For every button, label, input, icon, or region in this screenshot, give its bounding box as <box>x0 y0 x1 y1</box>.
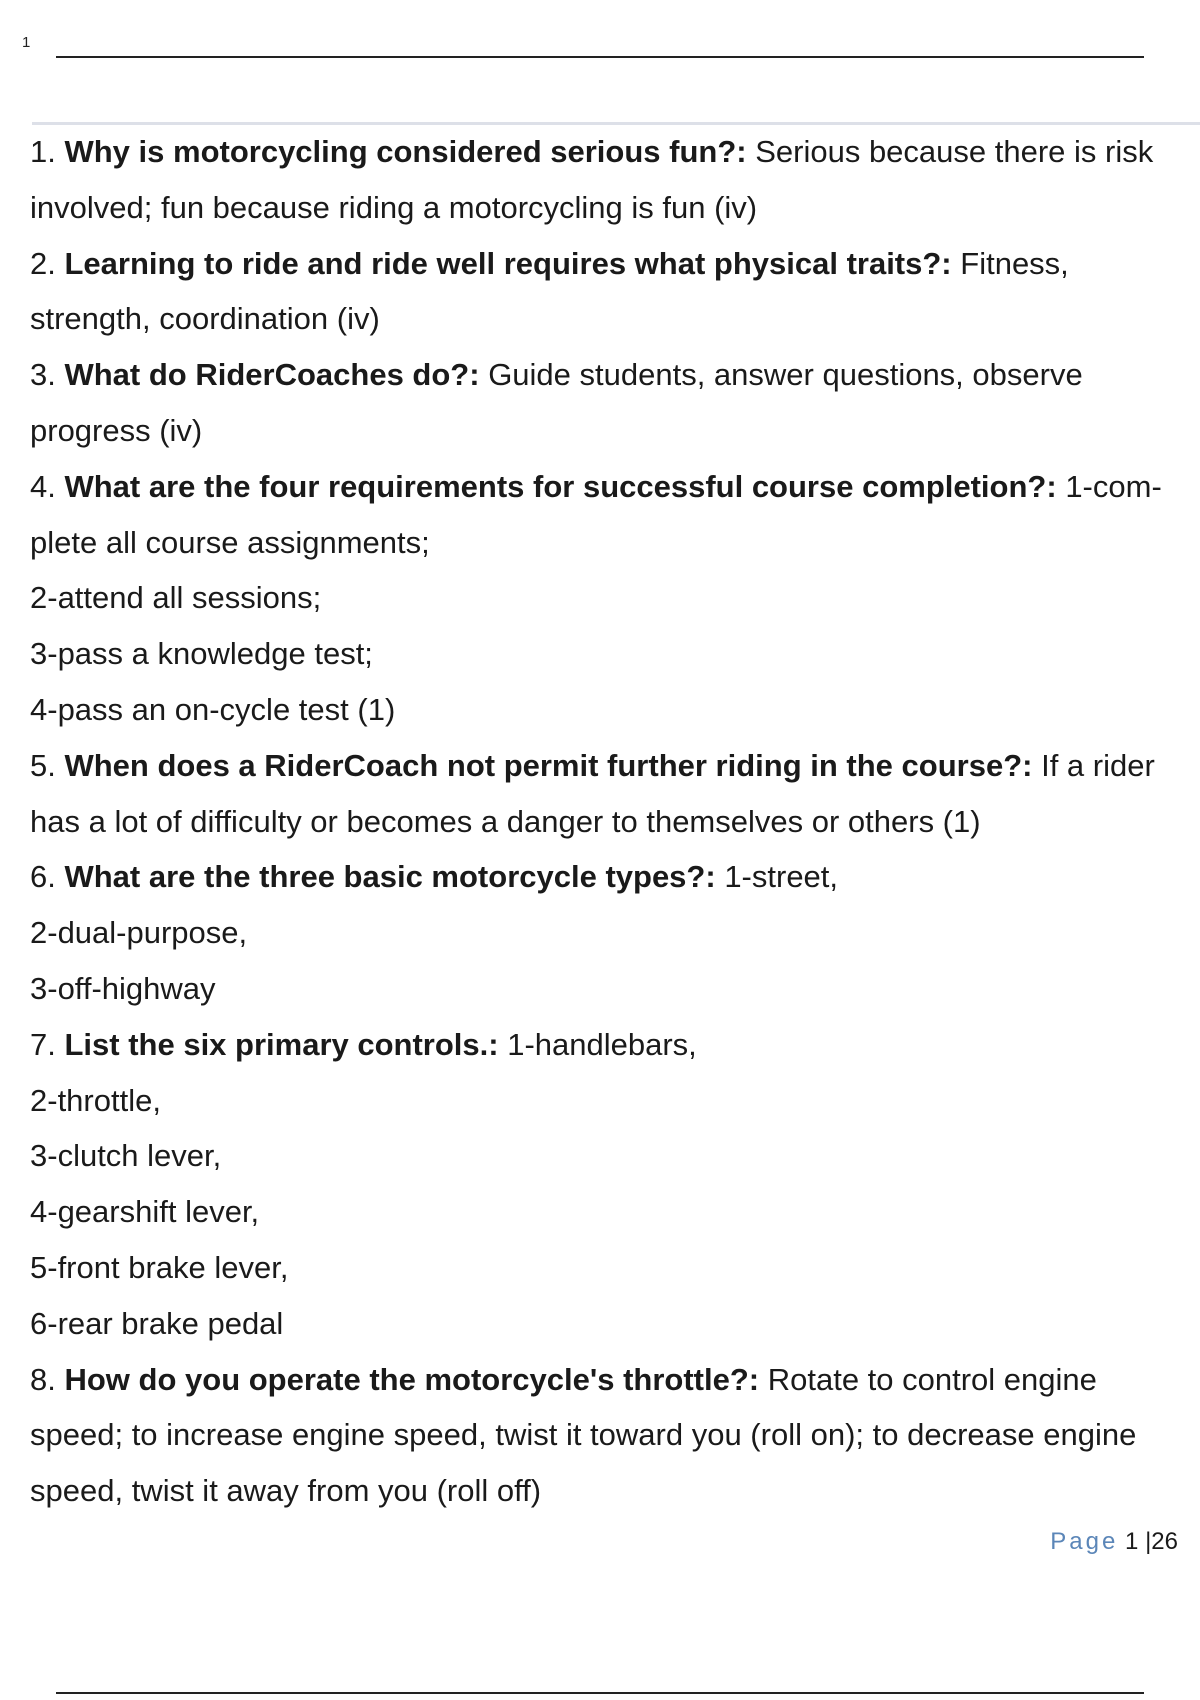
page-number: 1 <box>1125 1528 1139 1555</box>
answer-continuation-line: 4-gearshift lever, <box>30 1194 260 1230</box>
answer-text: If a rider <box>1041 747 1155 783</box>
top-divider <box>56 56 1144 58</box>
question-text: Why is motorcycling considered serious fun?: <box>64 134 747 169</box>
answer-continuation-line: plete all course assignments; <box>30 524 430 560</box>
page-separator: | <box>1145 1528 1152 1555</box>
item-number: 6. <box>30 859 56 895</box>
answer-text: 1-street, <box>724 859 839 895</box>
question-text: How do you operate the motorcycle's throttle?: <box>64 1361 760 1397</box>
qa-item-first-line <box>30 1017 1192 1073</box>
answer-text: Serious because there is risk <box>755 134 1154 169</box>
answer-continuation-line: 3-pass a knowledge test; <box>30 636 373 672</box>
item-number: 1. <box>30 134 56 169</box>
page-word: Page <box>1050 1528 1119 1555</box>
item-number: 4. <box>30 468 56 504</box>
item-number: 2. <box>30 245 56 281</box>
question-text: What are the three basic motorcycle types?: <box>64 859 716 895</box>
answer-continuation-line: speed, twist it away from you (roll off) <box>30 1473 542 1509</box>
answer-text: Guide students, answer questions, observe <box>488 357 1083 393</box>
answer-continuation-line: 6-rear brake pedal <box>30 1305 284 1341</box>
qa-item-first-line <box>30 236 1192 292</box>
answer-continuation-line: speed; to increase engine speed, twist it toward you (roll on); to decrease engine <box>30 1417 1137 1453</box>
answer-text: Rotate to control engine <box>767 1361 1097 1397</box>
answer-text: 1-com- <box>1065 468 1162 504</box>
answer-continuation-line: progress (iv) <box>30 412 203 448</box>
answer-continuation-line: 3-clutch lever, <box>30 1138 222 1174</box>
question-text: When does a RiderCoach not permit further riding in the course?: <box>64 747 1033 783</box>
item-number: 5. <box>30 747 56 783</box>
answer-continuation-line: 2-attend all sessions; <box>30 580 322 616</box>
answer-text: 1-handlebars, <box>507 1026 697 1062</box>
page-footer <box>1050 1528 1178 1556</box>
answer-continuation-line: 5-front brake lever, <box>30 1249 289 1285</box>
answer-continuation-line: 2-dual-purpose, <box>30 915 248 951</box>
question-text: List the six primary controls.: <box>64 1026 499 1062</box>
answer-continuation-line: strength, coordination (iv) <box>30 301 380 337</box>
answer-continuation-line: has a lot of difficulty or becomes a danger to themselves or others (1) <box>30 803 981 839</box>
answer-continuation-line: involved; fun because riding a motorcycling is fun (iv) <box>30 189 758 225</box>
qa-item-first-line <box>30 849 1192 905</box>
qa-item-first-line <box>30 1352 1192 1408</box>
page-corner-number: 1 <box>22 34 31 51</box>
qa-item-first-line <box>30 124 1192 180</box>
item-number: 7. <box>30 1026 56 1062</box>
answer-continuation-line: 4-pass an on-cycle test (1) <box>30 691 396 727</box>
qa-item-first-line <box>30 738 1192 794</box>
answer-continuation-line: 2-throttle, <box>30 1082 161 1118</box>
qa-item-first-line <box>30 347 1192 403</box>
qa-item-first-line <box>30 459 1192 515</box>
bottom-divider <box>56 1692 1144 1694</box>
answer-continuation-line: 3-off-highway <box>30 970 216 1006</box>
answer-text: Fitness, <box>960 245 1069 281</box>
item-number: 8. <box>30 1361 56 1397</box>
question-text: What do RiderCoaches do?: <box>64 357 480 393</box>
question-text: What are the four requirements for successful course completion?: <box>64 468 1057 504</box>
total-pages: 26 <box>1151 1528 1178 1555</box>
qa-list <box>30 124 1192 1519</box>
item-number: 3. <box>30 357 56 393</box>
question-text: Learning to ride and ride well requires what physical traits?: <box>64 245 952 281</box>
